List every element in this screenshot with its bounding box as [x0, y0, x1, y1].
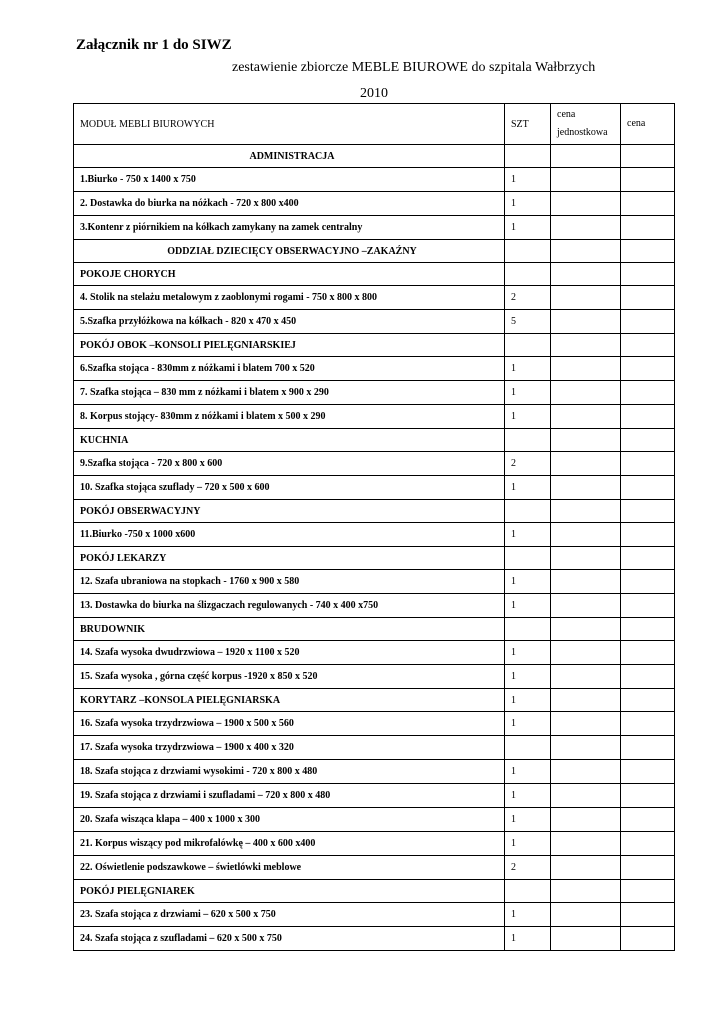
item-description: 6.Szafka stojąca - 830mm z nóżkami i blatem 700 x 520 — [74, 357, 505, 381]
item-qty: 1 — [505, 192, 551, 216]
section-label: POKOJE CHORYCH — [74, 263, 505, 286]
item-qty: 1 — [505, 381, 551, 405]
header-unit-price-line1: cena — [557, 109, 576, 120]
table-row — [74, 903, 675, 927]
furniture-table-body — [74, 104, 675, 951]
item-unit-price — [551, 927, 621, 951]
item-unit-price — [551, 618, 621, 641]
table-header-row — [74, 104, 675, 145]
item-qty: 1 — [505, 641, 551, 665]
item-unit-price — [551, 856, 621, 880]
item-price — [621, 903, 675, 927]
section-row — [74, 500, 675, 523]
item-qty — [505, 880, 551, 903]
section-row — [74, 880, 675, 903]
item-qty — [505, 263, 551, 286]
item-qty — [505, 736, 551, 760]
item-price — [621, 523, 675, 547]
table-row — [74, 381, 675, 405]
item-qty: 2 — [505, 452, 551, 476]
section-label: KUCHNIA — [74, 429, 505, 452]
item-unit-price — [551, 736, 621, 760]
item-description: 2. Dostawka do biurka na nóżkach - 720 x 800 x400 — [74, 192, 505, 216]
item-description: 14. Szafa wysoka dwudrzwiowa – 1920 x 1100 x 520 — [74, 641, 505, 665]
item-qty: 1 — [505, 927, 551, 951]
item-unit-price — [551, 240, 621, 263]
table-row — [74, 168, 675, 192]
table-row — [74, 357, 675, 381]
item-qty: 5 — [505, 310, 551, 334]
item-qty: 1 — [505, 523, 551, 547]
section-label: POKÓJ OBOK –KONSOLI PIELĘGNIARSKIEJ — [74, 334, 505, 357]
header-price: cena — [621, 104, 675, 145]
table-row — [74, 808, 675, 832]
item-price — [621, 594, 675, 618]
item-price — [621, 500, 675, 523]
item-qty — [505, 429, 551, 452]
section-label: KORYTARZ –KONSOLA PIELĘGNIARSKA — [74, 689, 505, 712]
item-unit-price — [551, 832, 621, 856]
table-row — [74, 452, 675, 476]
item-price — [621, 832, 675, 856]
item-price — [621, 405, 675, 429]
item-qty: 1 — [505, 712, 551, 736]
item-qty — [505, 500, 551, 523]
item-description: 12. Szafa ubraniowa na stopkach - 1760 x 900 x 580 — [74, 570, 505, 594]
item-description: 11.Biurko -750 x 1000 x600 — [74, 523, 505, 547]
item-unit-price — [551, 476, 621, 500]
item-price — [621, 927, 675, 951]
item-unit-price — [551, 192, 621, 216]
item-price — [621, 547, 675, 570]
item-qty: 1 — [505, 784, 551, 808]
furniture-table — [73, 103, 675, 951]
item-qty: 1 — [505, 357, 551, 381]
header-unit-price-line2: jednostkowa — [557, 127, 608, 138]
item-unit-price — [551, 429, 621, 452]
section-row — [74, 689, 675, 712]
item-unit-price — [551, 594, 621, 618]
item-price — [621, 168, 675, 192]
table-row — [74, 310, 675, 334]
item-description: 3.Kontenr z piórnikiem na kółkach zamykany na zamek centralny — [74, 216, 505, 240]
document-title: Załącznik nr 1 do SIWZ — [76, 37, 232, 53]
table-row — [74, 712, 675, 736]
item-unit-price — [551, 784, 621, 808]
section-row — [74, 547, 675, 570]
item-price — [621, 856, 675, 880]
table-row — [74, 641, 675, 665]
item-unit-price — [551, 665, 621, 689]
item-unit-price — [551, 523, 621, 547]
item-description: 24. Szafa stojąca z szufladami – 620 x 500 x 750 — [74, 927, 505, 951]
item-qty: 1 — [505, 903, 551, 927]
table-row — [74, 832, 675, 856]
item-price — [621, 880, 675, 903]
item-price — [621, 334, 675, 357]
item-description: 13. Dostawka do biurka na ślizgaczach regulowanych - 740 x 400 x750 — [74, 594, 505, 618]
table-row — [74, 216, 675, 240]
item-unit-price — [551, 334, 621, 357]
table-row — [74, 927, 675, 951]
item-price — [621, 736, 675, 760]
table-row — [74, 523, 675, 547]
document-year: 2010 — [360, 86, 388, 101]
table-row — [74, 405, 675, 429]
header-module: MODUŁ MEBLI BIUROWYCH — [74, 104, 505, 145]
item-description: 15. Szafa wysoka , górna część korpus -1920 x 850 x 520 — [74, 665, 505, 689]
item-unit-price — [551, 808, 621, 832]
item-price — [621, 216, 675, 240]
item-price — [621, 689, 675, 712]
table-row — [74, 736, 675, 760]
item-price — [621, 145, 675, 168]
item-unit-price — [551, 310, 621, 334]
item-qty: 1 — [505, 760, 551, 784]
section-label: ODDZIAŁ DZIECIĘCY OBSERWACYJNO –ZAKAŹNY — [74, 240, 505, 263]
item-unit-price — [551, 216, 621, 240]
item-description: 18. Szafa stojąca z drzwiami wysokimi - 720 x 800 x 480 — [74, 760, 505, 784]
item-price — [621, 641, 675, 665]
item-qty — [505, 145, 551, 168]
item-qty: 1 — [505, 570, 551, 594]
item-description: 23. Szafa stojąca z drzwiami – 620 x 500 x 750 — [74, 903, 505, 927]
table-row — [74, 286, 675, 310]
table-row — [74, 760, 675, 784]
document-subtitle: zestawienie zbiorcze MEBLE BIUROWE do szpitala Wałbrzych — [232, 60, 596, 75]
item-description: 22. Oświetlenie podszawkowe – świetlówki meblowe — [74, 856, 505, 880]
item-price — [621, 570, 675, 594]
item-price — [621, 476, 675, 500]
item-unit-price — [551, 712, 621, 736]
section-label: POKÓJ LEKARZY — [74, 547, 505, 570]
item-unit-price — [551, 381, 621, 405]
item-description: 16. Szafa wysoka trzydrzwiowa – 1900 x 500 x 560 — [74, 712, 505, 736]
item-qty: 1 — [505, 476, 551, 500]
item-description: 1.Biurko - 750 x 1400 x 750 — [74, 168, 505, 192]
item-unit-price — [551, 903, 621, 927]
item-description: 17. Szafa wysoka trzydrzwiowa – 1900 x 400 x 320 — [74, 736, 505, 760]
item-unit-price — [551, 357, 621, 381]
item-description: 20. Szafa wisząca klapa – 400 x 1000 x 300 — [74, 808, 505, 832]
item-price — [621, 263, 675, 286]
header-unit-price — [551, 104, 621, 145]
item-description: 5.Szafka przyłóżkowa na kółkach - 820 x 470 x 450 — [74, 310, 505, 334]
item-qty: 1 — [505, 594, 551, 618]
item-qty — [505, 240, 551, 263]
item-description: 4. Stolik na stelażu metalowym z zaoblonymi rogami - 750 x 800 x 800 — [74, 286, 505, 310]
item-price — [621, 286, 675, 310]
table-row — [74, 570, 675, 594]
table-row — [74, 856, 675, 880]
section-row — [74, 263, 675, 286]
header-qty: SZT — [505, 104, 551, 145]
item-qty: 2 — [505, 286, 551, 310]
item-price — [621, 665, 675, 689]
item-price — [621, 381, 675, 405]
item-qty: 1 — [505, 832, 551, 856]
table-row — [74, 594, 675, 618]
item-price — [621, 784, 675, 808]
item-qty — [505, 547, 551, 570]
table-row — [74, 476, 675, 500]
table-row — [74, 784, 675, 808]
table-row — [74, 192, 675, 216]
item-qty — [505, 334, 551, 357]
item-unit-price — [551, 168, 621, 192]
item-description: 9.Szafka stojąca - 720 x 800 x 600 — [74, 452, 505, 476]
item-price — [621, 452, 675, 476]
item-unit-price — [551, 405, 621, 429]
item-unit-price — [551, 641, 621, 665]
section-label: POKÓJ OBSERWACYJNY — [74, 500, 505, 523]
section-row — [74, 240, 675, 263]
item-qty: 1 — [505, 216, 551, 240]
table-row — [74, 665, 675, 689]
item-qty: 1 — [505, 808, 551, 832]
item-description: 19. Szafa stojąca z drzwiami i szufladami – 720 x 800 x 480 — [74, 784, 505, 808]
section-row — [74, 429, 675, 452]
item-unit-price — [551, 452, 621, 476]
item-unit-price — [551, 689, 621, 712]
item-qty: 1 — [505, 168, 551, 192]
item-unit-price — [551, 286, 621, 310]
item-description: 10. Szafka stojąca szuflady – 720 x 500 x 600 — [74, 476, 505, 500]
section-row — [74, 618, 675, 641]
item-description: 8. Korpus stojący- 830mm z nóżkami i blatem x 500 x 290 — [74, 405, 505, 429]
item-unit-price — [551, 500, 621, 523]
item-qty: 2 — [505, 856, 551, 880]
item-unit-price — [551, 570, 621, 594]
item-price — [621, 760, 675, 784]
section-row — [74, 334, 675, 357]
item-description: 7. Szafka stojąca – 830 mm z nóżkami i blatem x 900 x 290 — [74, 381, 505, 405]
item-unit-price — [551, 760, 621, 784]
item-qty: 1 — [505, 689, 551, 712]
item-price — [621, 808, 675, 832]
section-row — [74, 145, 675, 168]
item-price — [621, 429, 675, 452]
item-price — [621, 310, 675, 334]
item-unit-price — [551, 880, 621, 903]
section-label: BRUDOWNIK — [74, 618, 505, 641]
item-price — [621, 240, 675, 263]
item-description: 21. Korpus wiszący pod mikrofalówkę – 400 x 600 x400 — [74, 832, 505, 856]
item-price — [621, 357, 675, 381]
item-qty: 1 — [505, 665, 551, 689]
item-unit-price — [551, 263, 621, 286]
item-qty: 1 — [505, 405, 551, 429]
item-qty — [505, 618, 551, 641]
item-unit-price — [551, 145, 621, 168]
item-unit-price — [551, 547, 621, 570]
item-price — [621, 712, 675, 736]
section-label: POKÓJ PIELĘGNIAREK — [74, 880, 505, 903]
section-label: ADMINISTRACJA — [74, 145, 505, 168]
item-price — [621, 618, 675, 641]
item-price — [621, 192, 675, 216]
